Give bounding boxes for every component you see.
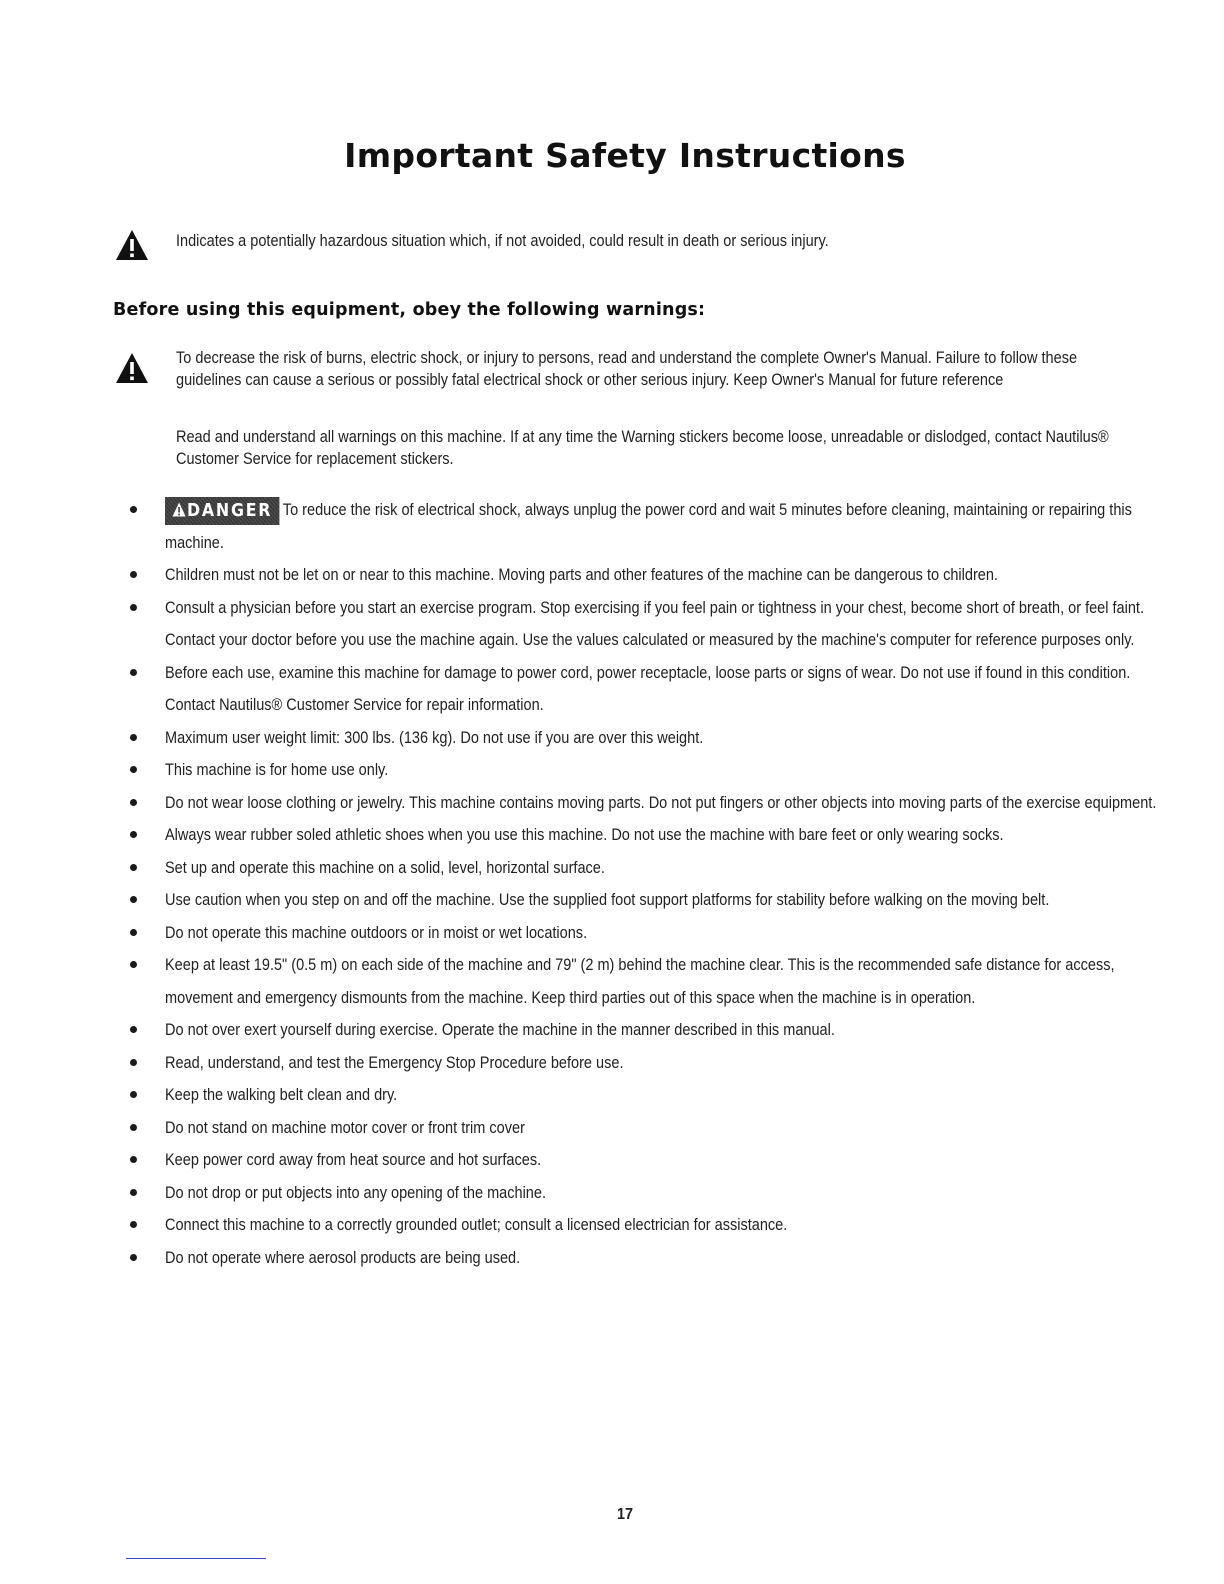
bullet-icon [130,896,137,903]
warning-triangle-icon [115,229,149,261]
bullet-icon [130,669,137,676]
list-item [0,657,1224,722]
list-item [0,917,1224,950]
list-item-text: Before each use, examine this machine for damage to power cord, power receptacle, loose parts or signs of wear. Do not use if found in this condition. Contact Nautilus® Customer Service for repair information. [165,663,1131,714]
list-item-text: This machine is for home use only. [165,761,389,779]
list-item [0,1112,1224,1145]
bullet-icon [130,1026,137,1033]
danger-triangle-icon [172,502,186,517]
page-title: Important Safety Instructions [344,136,906,175]
bullet-icon [130,961,137,968]
list-item-text: Read, understand, and test the Emergency Stop Procedure before use. [165,1053,624,1072]
list-item [0,1047,1224,1080]
bullet-icon [130,929,137,936]
list-item-danger [0,494,1224,559]
safety-warnings-list [0,494,1224,1274]
bullet-icon [130,864,137,871]
list-item-text [165,494,1159,559]
list-item-text: Do not stand on machine motor cover or front trim cover [165,1118,525,1137]
list-item-text: Maximum user weight limit: 300 lbs. (136 kg). Do not use if you are over this weight. [165,728,704,747]
bullet-icon [130,1156,137,1163]
footer-divider [126,1558,266,1559]
list-item [0,1144,1224,1177]
list-item-text: Children must not be let on or near to this machine. Moving parts and other features of the machine can be dangerous to children. [165,566,998,584]
list-item [0,819,1224,852]
list-item-text: Do not wear loose clothing or jewelry. This machine contains moving parts. Do not put fingers or other objects into moving parts of the exercise equipment. [165,793,1157,812]
list-item [0,1242,1224,1275]
bullet-icon [130,1091,137,1098]
list-item-text: Use caution when you step on and off the machine. Use the supplied foot support platforms for stability before walking on the moving belt. [165,891,1050,909]
danger-label [165,497,279,525]
bullet-icon [130,1189,137,1196]
page-number: 17 [616,1506,634,1523]
warning-triangle-icon [115,352,149,384]
list-item-text: Connect this machine to a correctly grounded outlet; consult a licensed electrician for assistance. [165,1216,788,1234]
list-item [0,949,1224,1014]
bullet-icon [130,506,137,513]
list-item-text: Keep at least 19.5" (0.5 m) on each side of the machine and 79" (2 m) behind the machine clear. This is the recommended safe distance for access, movement and emergency dismounts from the machine. Keep third parties out of this space when the machine is in operation. [165,956,1115,1007]
list-item [0,1014,1224,1047]
danger-warning-text: To reduce the risk of electrical shock, always unplug the power cord and wait 5 minutes before cleaning, maintaining or repairing this machine. [165,501,1132,552]
bullet-icon [130,766,137,773]
bullet-icon [130,1059,137,1066]
list-item [0,559,1224,592]
list-item-text: Keep power cord away from heat source and hot surfaces. [165,1151,542,1169]
list-item [0,592,1224,657]
list-item [0,1209,1224,1242]
list-item [0,722,1224,755]
stickers-warning-paragraph: Read and understand all warnings on this machine. If at any time the Warning stickers become loose, unreadable or dislodged, contact Nautilus® Customer Service for replacement stickers. [176,428,1109,468]
list-item-text: Always wear rubber soled athletic shoes when you use this machine. Do not use the machine with bare feet or only wearing socks. [165,826,1004,844]
manual-warning-paragraph: To decrease the risk of burns, electric shock, or injury to persons, read and understand the complete Owner's Manual. Failure to follow these guidelines can cause a serious or possibly fatal electrical shock or other serious injury. Keep Owner's Manual for future reference [176,349,1078,389]
bullet-icon [130,1221,137,1228]
bullet-icon [130,1254,137,1261]
bullet-icon [130,604,137,611]
warnings-subheading: Before using this equipment, obey the following warnings: [113,300,706,320]
list-item-text: Set up and operate this machine on a solid, level, horizontal surface. [165,858,605,877]
list-item-text: Consult a physician before you start an exercise program. Stop exercising if you feel pain or tightness in your chest, become short of breath, or feel faint. Contact your doctor before you use the machine again. Use the values calculated or measured by the machine's computer for reference purposes only. [165,598,1145,649]
bullet-icon [130,799,137,806]
list-item [0,852,1224,885]
list-item [0,884,1224,917]
bullet-icon [130,1124,137,1131]
bullet-icon [130,831,137,838]
list-item-text: Do not over exert yourself during exercise. Operate the machine in the manner described in this manual. [165,1021,835,1039]
list-item-text: Do not operate where aerosol products are being used. [165,1248,521,1267]
bullet-icon [130,571,137,578]
hazard-definition-text: Indicates a potentially hazardous situation which, if not avoided, could result in death or serious injury. [176,232,829,250]
danger-label-text: DANGER [187,500,273,521]
list-item [0,1079,1224,1112]
bullet-icon [130,734,137,741]
list-item [0,1177,1224,1210]
list-item-text: Keep the walking belt clean and dry. [165,1086,398,1104]
list-item [0,787,1224,820]
list-item [0,754,1224,787]
list-item-text: Do not drop or put objects into any opening of the machine. [165,1183,546,1202]
list-item-text: Do not operate this machine outdoors or in moist or wet locations. [165,923,588,942]
